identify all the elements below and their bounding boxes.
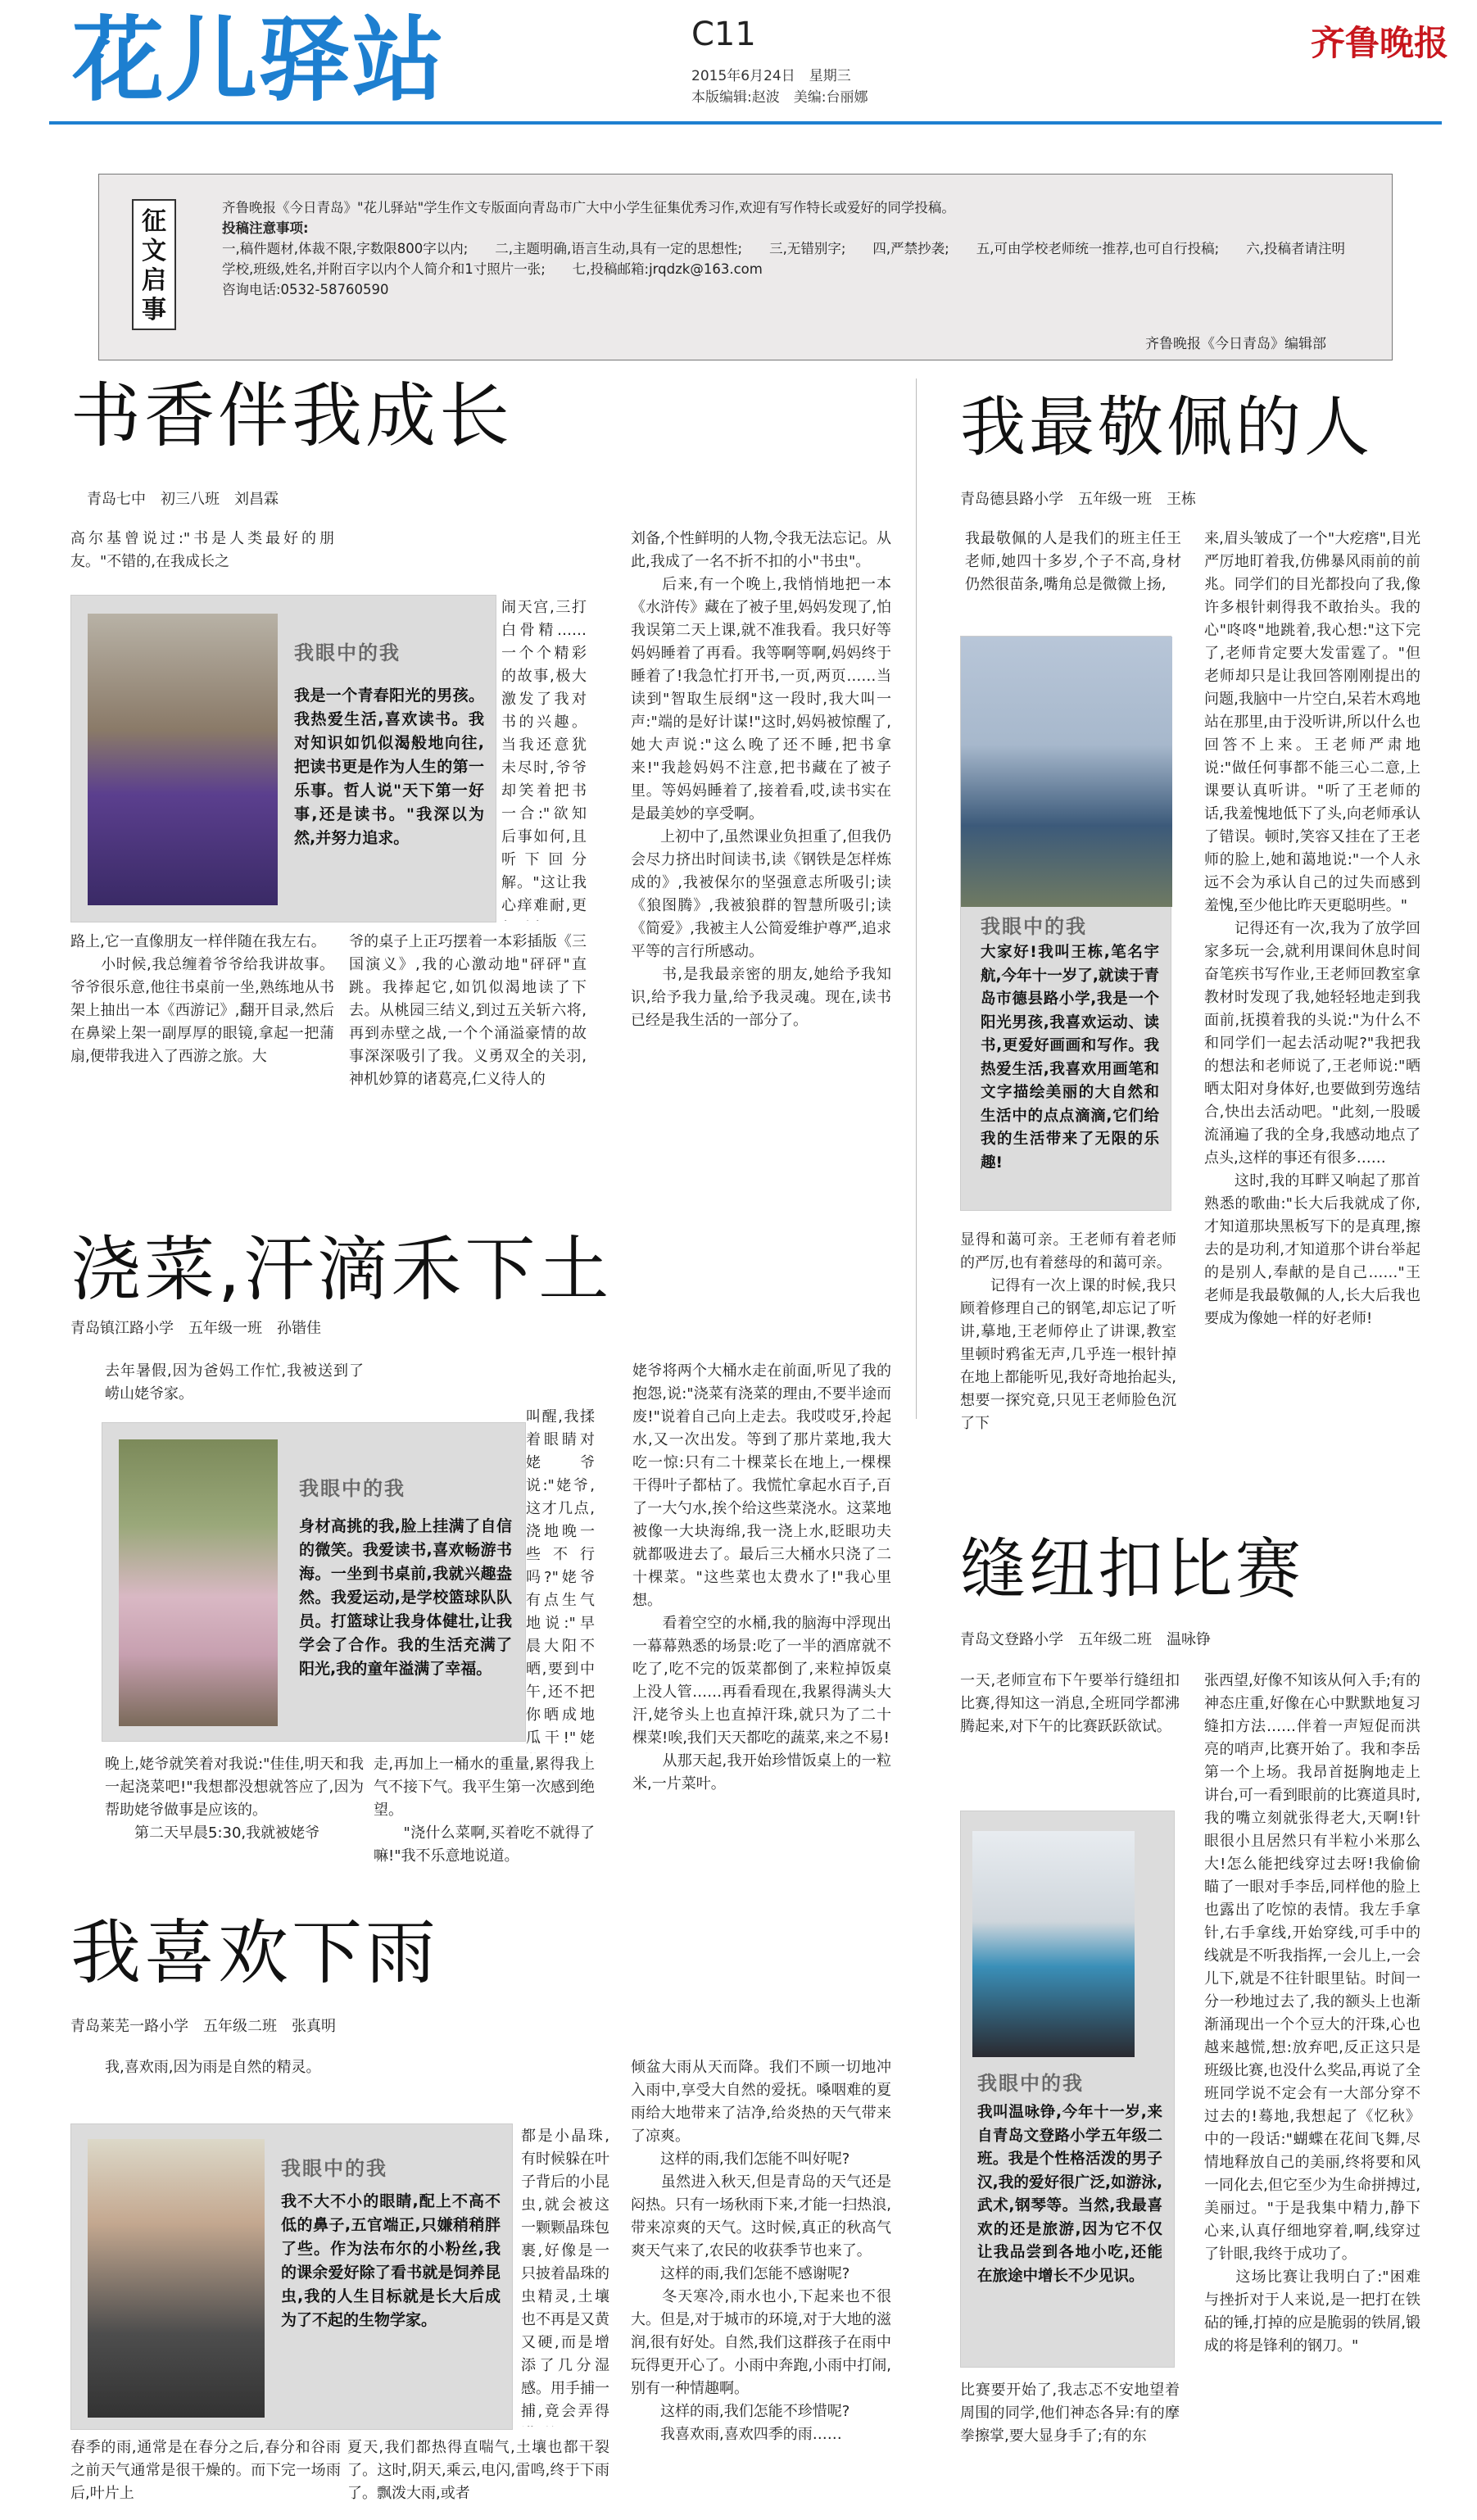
article-column	[347, 2056, 609, 2427]
article-column: 晚上,姥爷就笑着对我说:"佳佳,明天和我一起浇菜吧!"我想都没想就答应了,因为帮助姥爷做事是应该的。 第二天早晨5:30,我就被姥爷	[105, 1756, 364, 1842]
notice-body	[222, 197, 1352, 300]
notice-tag: 征文启事	[132, 199, 176, 330]
article-byline: 青岛德县路小学 五年级一班 王栋	[960, 491, 1196, 508]
article-column: 比赛要开始了,我志忑不安地望着周围的同学,他们神态各异:有的摩拳擦掌,要大显身手了;有的东	[960, 2382, 1180, 2445]
wrap-spacer	[374, 1383, 526, 1753]
issue-date: 2015年6月24日 星期三	[691, 68, 851, 84]
student-photo	[961, 637, 1172, 907]
student-photo	[88, 2139, 265, 2418]
profile-card	[960, 636, 1171, 1211]
article-column: 去年暑假,因为爸妈工作忙,我被送到了崂山姥爷家。	[105, 1362, 364, 1403]
student-photo	[119, 1439, 278, 1726]
issue-meta	[691, 66, 868, 108]
wrap-spacer	[349, 621, 501, 921]
notice-phone: 咨询电话:0532-58760590	[222, 282, 389, 297]
card-label: 我眼中的我	[294, 641, 401, 664]
wrap-spacer	[349, 551, 501, 621]
card-text: 身材高挑的我,脸上挂满了自信的微笑。我爱读书,喜欢畅游书海。一坐到书桌前,我就兴趣盎然。我爱运动,是学校篮球队队员。打篮球让我身体健壮,让我学会了合作。我的生活充满了阳光,我的童年溢满了幸福。	[299, 1517, 512, 1678]
notice-heading: 投稿注意事项:	[222, 220, 309, 236]
article-column: 走,再加上一桶水的重量,累得我上气不接下气。我平生第一次感到绝望。 "浇什么菜啊,买着吃不就得了嘛!"我不乐意地说道。	[374, 1756, 595, 1865]
card-text: 我叫温咏铮,今年十一岁,来自青岛文登路小学五年级二班。我是个性格活泼的男子汉,我的爱好很广泛,如游泳,武术,钢琴等。当然,我最喜欢的还是旅游,因为它不仅让我品尝到各地小吃,还能在旅途中增长不少见识。	[977, 2104, 1162, 2285]
card-text: 我是一个青春阳光的男孩。我热爱生活,喜欢读书。我对知识如饥似渴般地向往,把读书更是作为人生的第一乐事。哲人说"天下第一好事,还是读书。"我深以为然,并努力追求。	[294, 687, 484, 847]
article-column: 来,眉头皱成了一个"大疙瘩",目光严厉地盯着我,仿佛暴风雨前的前兆。同学们的目光都投向了我,像许多根针刺得我不敢抬头。我的心"咚咚"地跳着,我心想:"这下完了,老师肯定要大发雷霆了。"但老师却只是让我回答刚刚提出的问题,我脑中一片空白,呆若木鸡地站在那里,由于没听讲,所以什么也回答不上来。王老师严肃地说:"做任何事都不能三心二意,上课要认真听讲。"听了王老师的话,我羞愧地低下了头,向老师承认了错误。顿时,笑容又挂在了王老师的脸上,她和蔼地说:"一个人永远不会为承认自己的过失而感到羞愧,至少他比昨天更聪明些。" 记得还有一次,我为了放学回家多玩一会,就利用课间休息时间奋笔疾书写作业,王老师回教室拿教材时发现了我,她轻轻地走到我面前,抚摸着我的头说:"为什么不和同学们一起去活动呢?"我把我的想法和老师说了,王老师说:"晒晒太阳对身体好,也要做到劳逸结合,快出去活动吧。"此刻,一股暖流涌遍了我的全身,我感动地点了点头,这样的事还有很多…… 这时,我的耳畔又响起了那首熟悉的歌曲:"长大后我就成了你,才知道那块黑板写下的是真理,擦去的是功利,才知道那个讲台举起的是别人,奉献的是自己……"王老师是我最敬佩的人,长大后我也要成为像她一样的好老师!	[1204, 530, 1420, 1327]
page-number: C11	[691, 16, 756, 53]
article-text: 叫醒,我揉着眼睛对姥爷说:"姥爷,这才几点,浇地晚一些不行吗?"姥爷有点生气地说:"早晨大阳不晒,要到中午,还不把你晒成地瓜干!"姥	[526, 1408, 595, 1747]
article-column: 显得和蔼可亲。王老师有着老师的严厉,也有着慈母的和蔼可亲。 记得有一次上课的时候,我只顾着修理自己的钢笔,却忘记了听讲,摹地,王老师停止了讲课,教室里顿时鸦雀无声,几乎连一根针掉在地上都能听见,我好奇地抬起头,想要一探究竟,只见王老师脸色沉了下	[960, 1231, 1176, 1432]
article-column: 姥爷将两个大桶水走在前面,听见了我的抱怨,说:"浇菜有浇菜的理由,不要半途而废!"说着自己向上走去。我哎哎牙,拎起水,又一次出发。等到了那片菜地,我大吃一惊:只有二十棵菜长在地上,一棵棵干得叶子都枯了。我慌忙拿起水百子,百了一大勺水,挨个给这些菜浇水。这菜地被像一大块海绵,我一浇上水,眨眼功夫就都吸进去了。最后三大桶水只浇了二十棵菜。"这些菜也太费水了!"我心里想。 看着空空的水桶,我的脑海中浮现出一幕幕熟悉的场景:吃了一半的酒席就不吃了,吃不完的饭菜都倒了,来粒掉饭桌上没人管……再看看现在,我累得满头大汗,姥爷头上也直掉汗珠,就只为了二十棵菜!唉,我们天天都吃的蔬菜,来之不易! 从那天起,我开始珍惜饭桌上的一粒米,一片菜叶。	[632, 1362, 891, 1793]
article-byline: 青岛七中 初三八班 刘昌霖	[87, 491, 279, 508]
card-label: 我眼中的我	[299, 1477, 405, 1500]
notice-signature: 齐鲁晚报《今日青岛》编辑部	[1145, 336, 1326, 352]
notice-rules: 一,稿件题材,体裁不限,字数限800字以内; 二,主题明确,语言生动,具有一定的思想性; 三,无错别字; 四,严禁抄袭; 五,可由学校老师统一推荐,也可自行投稿; 六,投稿者请注明学校,班级,姓名,并附百字以内个人简介和1寸照片一张; 七,投稿邮箱:jrqdzk@163.com	[222, 241, 1345, 277]
article-byline: 青岛镇江路小学 五年级一班 孙锴佳	[70, 1320, 321, 1337]
student-photo	[972, 1831, 1135, 2057]
column-divider	[916, 378, 917, 1419]
editors-credit: 本版编辑:赵波 美编:台丽娜	[691, 89, 868, 106]
article-column: 春季的雨,通常是在春分之后,春分和谷雨之前天气通常是很干燥的。而下完一场雨后,叶片上	[70, 2439, 341, 2502]
article-column: 高尔基曾说过:"书是人类最好的朋友。"不错的,在我成长之	[70, 530, 334, 570]
card-label: 我眼中的我	[281, 2157, 387, 2180]
card-label: 我眼中的我	[981, 915, 1087, 938]
newspaper-logo: 齐鲁晚报	[1310, 23, 1448, 63]
wrap-spacer	[347, 2125, 521, 2427]
article-column: 我最敬佩的人是我们的班主任王老师,她四十多岁,个子不高,身材仍然很苗条,嘴角总是微微上扬,	[965, 530, 1181, 593]
article-column: 刘备,个性鲜明的人物,令我无法忘记。从此,我成了一名不折不扣的小"书虫"。 后来,有一个晚上,我悄悄地把一本《水浒传》藏在了被子里,妈妈发现了,怕我误第二天上课,就不准我看。我只好等妈妈睡着了再看。我等啊等啊,妈妈终于睡着了!我急忙打开书,一页,两页……当读到"智取生辰纲"这一段时,我大叫一声:"端的是好计谋!"这时,妈妈被惊醒了,她大声说:"这么晚了还不睡,把书拿来!"我趁妈妈不注意,把书藏在了被子里。等妈妈睡着了,接着看,哎,读书实在是最美妙的享受啊。 上初中了,虽然课业负担重了,但我仍会尽力挤出时间读书,读《钢铁是怎样炼成的》,我被保尔的坚强意志所吸引;读《狼图腾》,我被狼群的智慧所吸引;读《简爱》,我被主人公简爱维护尊严,追求平等的言行所感动。 书,是我最亲密的朋友,她给予我知识,给予我力量,给予我灵魂。现在,读书已经是我生活的一部分了。	[631, 530, 891, 1029]
article-byline: 青岛莱芜一路小学 五年级二班 张真明	[70, 2018, 336, 2035]
card-text: 大家好!我叫王栋,笔名宇航,今年十一岁了,就读于青岛市德县路小学,我是一个阳光男孩,我喜欢运动、读书,更爱好画画和写作。我热爱生活,我喜欢用画笔和文字描绘美丽的大自然和生活中的点点滴滴,它们给我的生活带来了无限的乐趣!	[981, 944, 1159, 1172]
article-column	[374, 1360, 595, 1753]
article-title: 浇菜,汗滴禾下土	[70, 1229, 613, 1311]
article-column: 一天,老师宣布下午要举行缝纽扣比赛,得知这一消息,全班同学都沸腾起来,对下午的比赛跃跃欲试。	[960, 1672, 1180, 1735]
section-title: 花儿驿站	[72, 7, 446, 114]
masthead	[72, 7, 1448, 118]
card-text: 我不大不小的眼睛,配上不高不低的鼻子,五官端正,只嫌稍稍胖了些。作为法布尔的小粉丝,我的课余爱好除了看书就是饲养昆虫,我的人生目标就是长大后成为了不起的生物学家。	[281, 2192, 501, 2329]
notice-intro: 齐鲁晚报《今日青岛》"花儿驿站"学生作文专版面向青岛市广大中小学生征集优秀习作,欢迎有写作特长或爱好的同学投稿。	[222, 200, 955, 215]
student-photo	[88, 614, 278, 905]
article-column: 我,喜欢雨,因为雨是自然的精灵。	[105, 2059, 321, 2076]
card-label: 我眼中的我	[977, 2072, 1084, 2095]
call-for-submissions-box	[98, 174, 1393, 360]
article-title: 我最敬佩的人	[960, 389, 1373, 465]
article-column: 倾盆大雨从天而降。我们不顾一切地冲入雨中,享受大自然的爱抚。嗓咽难的夏雨给大地带来了洁净,给炎热的天气带来了凉爽。 这样的雨,我们怎能不叫好呢? 虽然进入秋天,但是青岛的天气还是闷热。只有一场秋雨下来,才能一扫热浪,带来凉爽的天气。这时候,真正的秋高气爽天气来了,农民的收获季节也来了。 这样的雨,我们怎能不感谢呢? 冬天寒冷,雨水也小,下起来也不很大。但是,对于城市的环境,对于大地的滋润,很有好处。自然,我们这群孩子在雨中玩得更开心了。小雨中奔跑,小雨中打闹,别有一种情趣啊。 这样的雨,我们怎能不珍惜呢? 我喜欢雨,喜欢四季的雨……	[631, 2059, 891, 2443]
article-column: 爷的桌子上正巧摆着一本彩插版《三国演义》,我的心激动地"砰砰"直跳。我捧起它,如饥似渴地读了下去。从桃园三结义,到过五关斩六将,再到赤壁之战,一个个涌溢豪情的故事深深吸引了我。义勇双全的关羽,神机妙算的诸葛亮,仁义待人的	[349, 933, 587, 1088]
article-title: 缝纽扣比赛	[960, 1531, 1304, 1607]
article-title: 我喜欢下雨	[70, 1912, 439, 1994]
article-column: 夏天,我们都热得直喘气,土壤也都干裂了。这时,阴天,乘云,电闪,雷鸣,终于下雨了。飘泼大雨,或者	[347, 2439, 609, 2502]
article-column	[349, 528, 587, 921]
article-text: 都是小晶珠,有时候躲在叶子背后的小昆虫,就会被这一颗颗晶珠包裹,好像是一只披着晶珠的虫精灵,土壤也不再是又黄又硬,而是增添了几分湿感。用手捕一捕,竟会弄得	[521, 2128, 609, 2420]
article-title: 书香伴我成长	[70, 375, 513, 457]
masthead-rule	[49, 121, 1442, 125]
article-column: 路上,它一直像朋友一样伴随在我左右。 小时候,我总缠着爷爷给我讲故事。爷爷很乐意,他往书桌前一坐,熟练地从书架上抽出一本《西游记》,翻开目录,然后在鼻梁上架一副厚厚的眼镜,拿起一把蒲扇,便带我进入了西游之旅。大	[70, 933, 334, 1065]
profile-card	[960, 1811, 1175, 2368]
article-text: 闹天宫,三打白骨精……一个个精彩的故事,极大激发了我对书的兴趣。当我还意犹未尽时,爷爷却笑着把书一合:"欲知后事如何,且听下回分解。"这让我心痒难耐,更	[501, 599, 587, 914]
article-byline: 青岛文登路小学 五年级二班 温咏铮	[960, 1631, 1211, 1648]
article-column: 张西望,好像不知该从何入手;有的神态庄重,好像在心中默默地复习缝扣方法……伴着一声短促而洪亮的哨声,比赛开始了。我和李岳第一个上场。我昂首挺胸地走上讲台,可一看到眼前的比赛道具时,我的嘴立刻就张得老大,天啊!针眼很小且居然只有半粒小米那么大!怎么能把线穿过去呀!我偷偷瞄了一眼对手李岳,同样他的脸上也露出了吃惊的表情。我左手拿针,右手拿线,开始穿线,可手中的线就是不听我指挥,一会儿上,一会儿下,就是不往针眼里钻。时间一分一秒地过去了,我的额头上也渐渐涌现出一个个豆大的汗珠,心也越来越慌,想:放弃吧,反正这只是班级比赛,也没什么奖品,再说了全班同学说不定会有一大部分穿不过去的!蓦地,我想起了《忆秋》中的一段话:"蝴蝶在花间飞舞,尽情地释放自己的美丽,终将要和风一同化去,但它至少为生命拼搏过,美丽过。"于是我集中精力,静下心来,认真仔细地穿着,啊,线穿过了针眼,我终于成功了。 这场比赛让我明白了:"困难与挫折对于人来说,是一把打在铁砧的锤,打掉的应是脆弱的铁屑,锻成的将是锋利的钢刀。"	[1204, 1672, 1420, 2355]
